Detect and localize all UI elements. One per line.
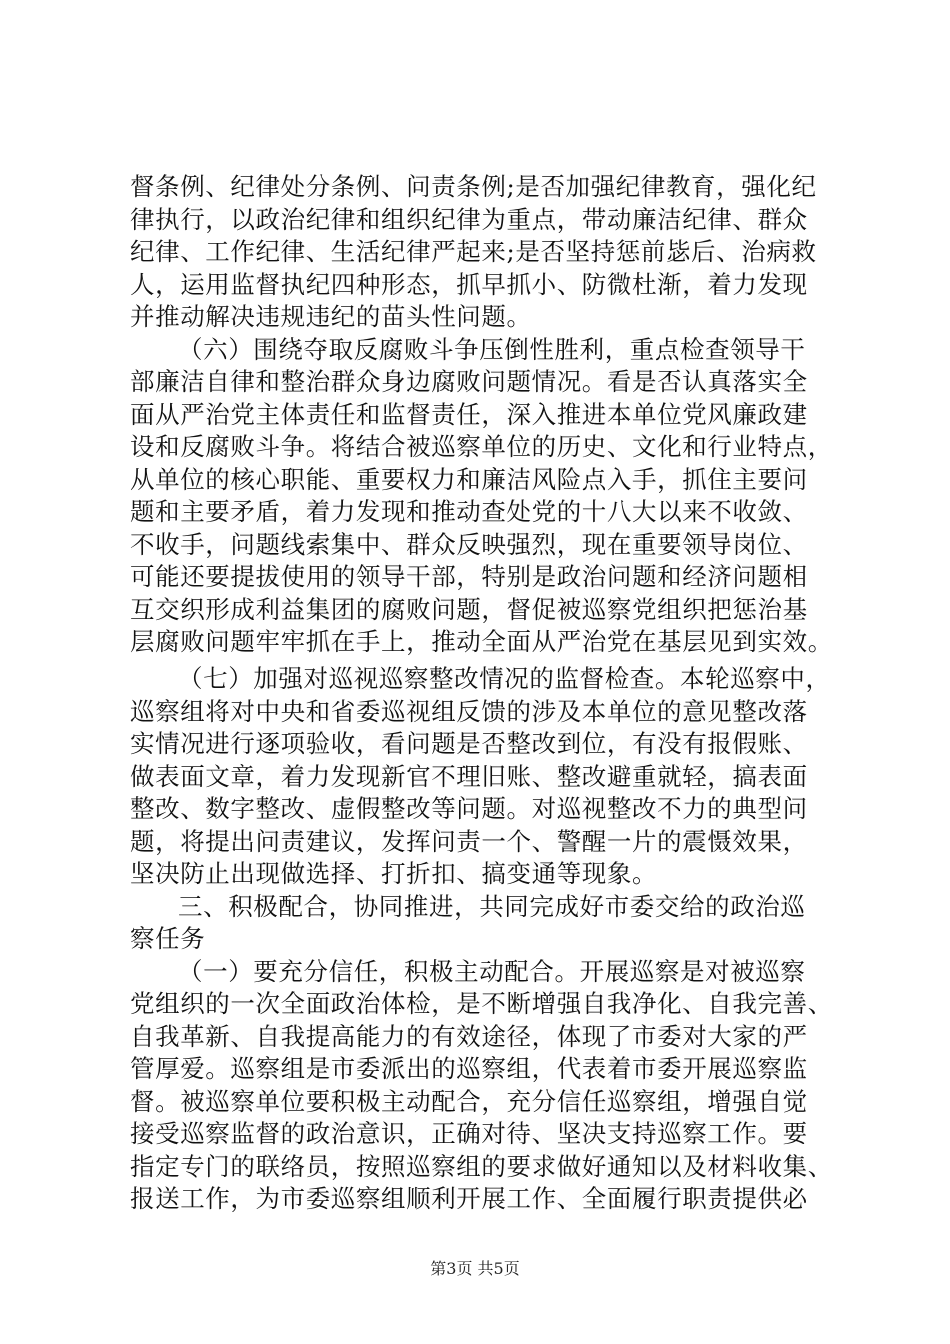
text-line: 党组织的一次全面政治体检，是不断增强自我净化、自我完善、	[130, 989, 833, 1018]
text-line: 互交织形成利益集团的腐败问题，督促被巡察党组织把惩治基	[130, 594, 808, 624]
text-line: 实情况进行逐项验收，看问题是否整改到位，有没有报假账、	[130, 729, 808, 758]
text-line: 察任务	[130, 924, 206, 953]
text-line: 并推动解决违规违纪的苗头性问题。	[130, 302, 532, 331]
text-line: 管厚爱。巡察组是市委派出的巡察组，代表着市委开展巡察监	[130, 1054, 808, 1083]
text-line: 题和主要矛盾，着力发现和推动查处党的十八大以来不收敛、	[130, 497, 808, 526]
text-line: 不收手，问题线索集中、群众反映强烈，现在重要领导岗位、	[130, 529, 808, 559]
text-line: （七）加强对巡视巡察整改情况的监督检查。本轮巡察中，	[178, 664, 831, 693]
text-line: 面从严治党主体责任和监督责任，深入推进本单位党风廉政建	[130, 399, 808, 429]
text-line: 层腐败问题牢牢抓在手上，推动全面从严治党在基层见到实效。	[130, 627, 833, 656]
text-line: 整改、数字整改、虚假整改等问题。对巡视整改不力的典型问	[130, 794, 808, 823]
text-block-1	[130, 171, 850, 659]
text-line: 报送工作，为市委巡察组顺利开展工作、全面履行职责提供必	[130, 1184, 808, 1213]
text-block-2	[130, 663, 850, 1216]
page-number-footer: 第3页 共5页	[430, 1259, 520, 1278]
text-line: 从单位的核心职能、重要权力和廉洁风险点入手，抓住主要问	[130, 464, 808, 494]
text-line: 督。被巡察单位要积极主动配合，充分信任巡察组，增强自觉	[130, 1086, 808, 1116]
text-line: 巡察组将对中央和省委巡视组反馈的涉及本单位的意见整改落	[130, 696, 808, 726]
text-line: 律执行，以政治纪律和组织纪律为重点，带动廉洁纪律、群众	[130, 204, 808, 234]
text-line: 设和反腐败斗争。将结合被巡察单位的历史、文化和行业特点，	[130, 432, 833, 461]
text-line: 可能还要提拔使用的领导干部，特别是政治问题和经济问题相	[130, 562, 808, 591]
text-line: 题，将提出问责建议，发挥问责一个、警醒一片的震慑效果，	[130, 826, 808, 856]
text-line: 纪律、工作纪律、生活纪律严起来;是否坚持惩前毖后、治病救	[130, 237, 817, 266]
text-line: 督条例、纪律处分条例、问责条例;是否加强纪律教育，强化纪	[130, 172, 817, 201]
text-line: 指定专门的联络员，按照巡察组的要求做好通知以及材料收集、	[130, 1151, 833, 1181]
text-line: 坚决防止出现做选择、打折扣、搞变通等现象。	[130, 859, 658, 888]
text-line: （一）要充分信任，积极主动配合。开展巡察是对被巡察	[178, 956, 806, 986]
text-line: 部廉洁自律和整治群众身边腐败问题情况。看是否认真落实全	[130, 367, 808, 396]
text-line: 人，运用监督执纪四种形态，抓早抓小、防微杜渐，着力发现	[130, 269, 808, 299]
text-line: 做表面文章，着力发现新官不理旧账、整改避重就轻，搞表面	[130, 761, 808, 791]
text-line: （六）围绕夺取反腐败斗争压倒性胜利，重点检查领导干	[178, 334, 806, 364]
text-line: 三、积极配合，协同推进，共同完成好市委交给的政治巡	[178, 891, 806, 921]
text-line: 接受巡察监督的政治意识，正确对待、坚决支持巡察工作。要	[130, 1119, 808, 1148]
text-line: 自我革新、自我提高能力的有效途径，体现了市委对大家的严	[130, 1021, 808, 1051]
